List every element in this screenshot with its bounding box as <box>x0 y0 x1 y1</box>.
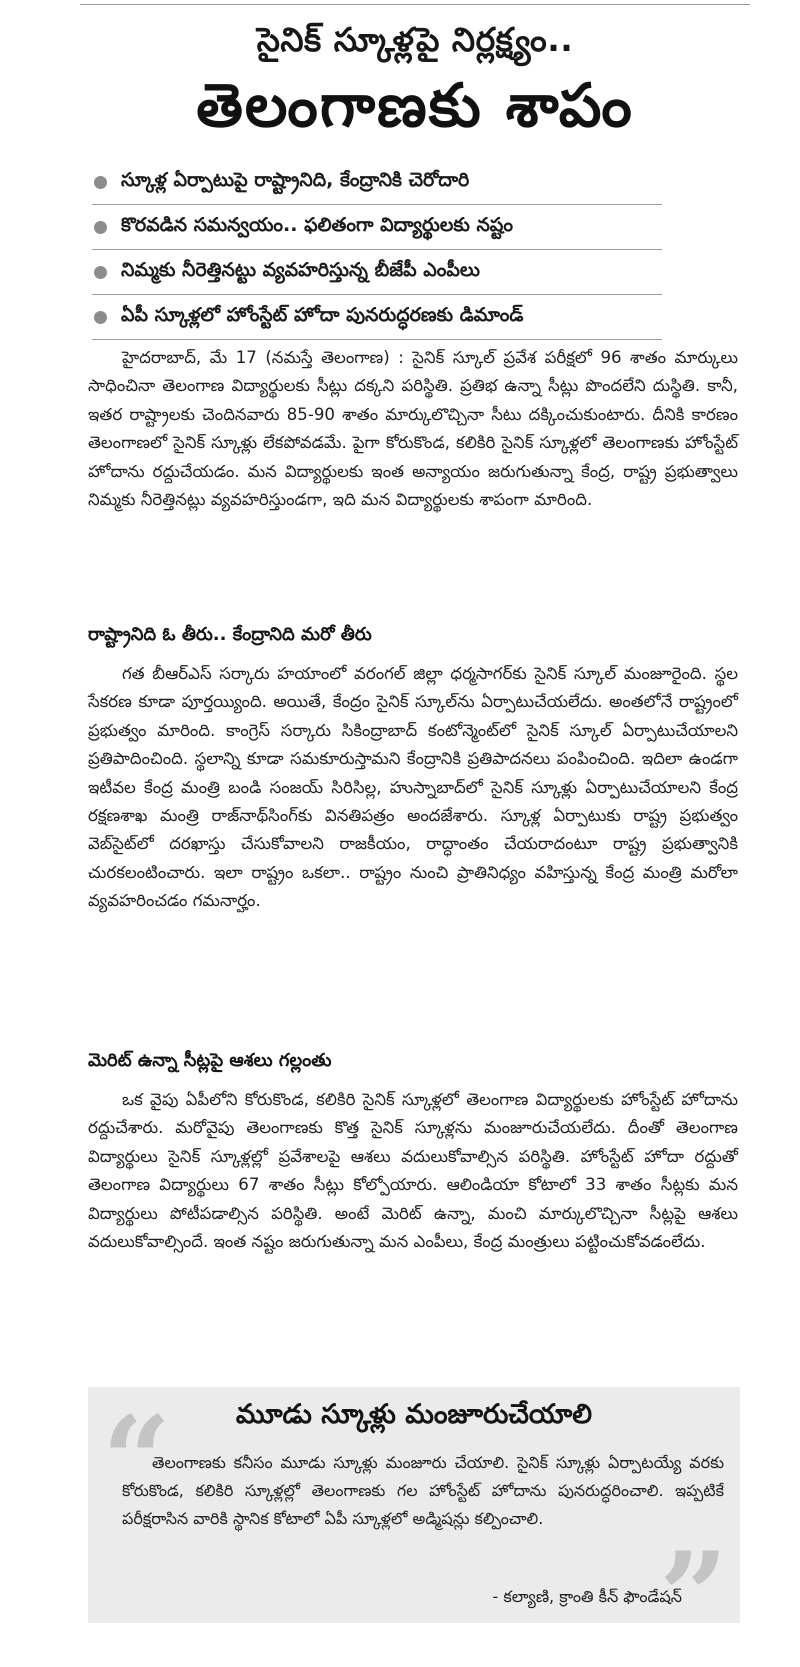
section-1-block <box>88 660 738 916</box>
section-1-paragraph: గత బీఆర్ఎస్ సర్కారు హయాంలో వరంగల్ జిల్లా ధర్మసాగర్‌కు సైనిక్ స్కూల్ మంజూరైంది. స్థల సేకరణ కూడా పూర్తయ్యింది. అయితే, కేంద్రం సైనిక్ స్కూల్‌ను ఏర్పాటుచేయలేదు. అంతలోనే రాష్ట్రంలో ప్రభుత్వం మారింది. కాంగ్రెస్ సర్కారు సికింద్రాబాద్ కంటోన్మెంట్‌లో సైనిక్ స్కూల్ ఏర్పాటుచేయాలని ప్రతిపాదించింది. స్థలాన్ని కూడా సమకూరుస్తామని కేంద్రానికి ప్రతిపాదనలు పంపించింది. ఇదిలా ఉండగా ఇటీవల కేంద్ర మంత్రి బండి సంజయ్ సిరిసిల్ల, హుస్నాబాద్‌లో సైనిక్ స్కూళ్లు ఏర్పాటుచేయాలని కేంద్ర రక్షణశాఖ మంత్రి రాజ్‌నాథ్‌సింగ్‌కు వినతిపత్రం అందజేశారు. స్కూళ్ల ఏర్పాటుకు రాష్ట్ర ప్రభుత్వం వెబ్‌సైట్‌లో దరఖాస్తు చేసుకోవాలని రాజకీయం, రాద్ధాంతం చేయరాదంటూ రాష్ట్ర ప్రభుత్వానికి చురకలంటించారు. ఇలా రాష్ట్రం ఒకలా.. రాష్ట్రం నుంచి ప్రాతినిధ్యం వహిస్తున్న కేంద్ర మంత్రి మరోలా వ్యవహరించడం గమనార్హం. <box>88 664 738 911</box>
top-rule <box>80 4 750 5</box>
bullet-text: నిమ్మకు నీరెత్తినట్టు వ్యవహరిస్తున్న బీజేపీ ఎంపీలు <box>121 258 480 281</box>
quote-body-block <box>122 1449 724 1533</box>
quote-body: తెలంగాణకు కనీసం మూడు స్కూళ్లు మంజూరు చేయాలి. సైనిక్ స్కూళ్లు ఏర్పాటయ్యే వరకు కోరుకొండ, కలికిరి స్కూళ్లల్లో తెలంగాణకు గల హోంస్టేట్ హోదాను పునరుద్ధరించాలి. ఇప్పటికే పరీక్షరాసిన వారికి స్థానిక కోటాలో ఏపీ స్కూళ్లలో అడ్మిషన్లు కల్పించాలి. <box>122 1453 724 1528</box>
quote-box <box>88 1387 740 1667</box>
quote-credit: - కల్యాణి, క్రాంతి కీన్ ఫౌండేషన్ <box>492 1587 682 1606</box>
bullet-item <box>92 160 662 205</box>
bullet-text: ఏపీ స్కూళ్లలో హోంస్టేట్ హోదా పునరుద్ధరణకు డిమాండ్ <box>121 303 524 326</box>
section-2-block <box>88 1086 738 1256</box>
kicker-headline: సైనిక్ స్కూళ్లపై నిర్లక్ష్యం.. <box>256 20 574 59</box>
close-quote-icon: ” <box>658 1526 728 1667</box>
bullet-item <box>92 250 662 295</box>
bullet-dot-icon <box>94 266 107 279</box>
bullet-dot-icon <box>94 221 107 234</box>
bullet-item <box>92 295 662 340</box>
section-heading-2: మెరిట్ ఉన్నా సీట్లపై ఆశలు గల్లంతు <box>88 1050 332 1071</box>
bullet-dot-icon <box>94 176 107 189</box>
bullet-dot-icon <box>94 311 107 324</box>
highlight-bullets <box>92 160 662 340</box>
intro-paragraph-block <box>88 344 738 514</box>
main-headline: తెలంగాణకు శాపం <box>196 71 634 141</box>
bullet-text: కొరవడిన సమన్వయం.. ఫలితంగా విద్యార్థులకు నష్టం <box>121 213 513 236</box>
open-quote-icon: “ <box>102 1390 172 1531</box>
bullet-text: స్కూళ్ల ఏర్పాటుపై రాష్ట్రానిది, కేంద్రానికి చెరోదారి <box>121 168 470 191</box>
quote-title: మూడు స్కూళ్లు మంజూరుచేయాలి <box>235 1399 593 1430</box>
intro-paragraph: హైదరాబాద్, మే 17 (నమస్తే తెలంగాణ) : సైనిక్ స్కూల్ ప్రవేశ పరీక్షలో 96 శాతం మార్కులు సాధించినా తెలంగాణ విద్యార్థులకు సీట్లు దక్కని పరిస్థితి. ప్రతిభ ఉన్నా సీట్లు పొందలేని దుస్థితి. కానీ, ఇతర రాష్ట్రాలకు చెందినవారు 85-90 శాతం మార్కులొచ్చినా సీటు దక్కించుకుంటారు. దీనికి కారణం తెలంగాణలో సైనిక్ స్కూళ్లు లేకపోవడమే. పైగా కోరుకొండ, కలికిరి సైనిక్ స్కూళ్లలో తెలంగాణకు హోంస్టేట్ హోదాను రద్దుచేయడం. మన విద్యార్థులకు ఇంత అన్యాయం జరుగుతున్నా కేంద్ర, రాష్ట్ర ప్రభుత్వాలు నిమ్మకు నీరెత్తినట్లు వ్యవహరిస్తుండగా, ఇది మన విద్యార్థులకు శాపంగా మారింది. <box>88 348 738 510</box>
section-2-paragraph: ఒక వైపు ఏపీలోని కోరుకొండ, కలికిరి సైనిక్ స్కూళ్లలో తెలంగాణ విద్యార్థులకు హోంస్టేట్ హోదాను రద్దుచేశారు. మరోవైపు తెలంగాణకు కొత్త సైనిక్ స్కూళ్లను మంజూరుచేయలేదు. దీంతో తెలంగాణ విద్యార్థులు సైనిక్ స్కూళ్లల్లో ప్రవేశాలపై ఆశలు వదులుకోవాల్సిన పరిస్థితి. హోంస్టేట్ హోదా రద్దుతో తెలంగాణ విద్యార్థులు 67 శాతం సీట్లు కోల్పోయారు. ఆలిండియా కోటాలో 33 శాతం సీట్లకు మన విద్యార్థులు పోటీపడాల్సిన పరిస్థితి. అంటే మెరిట్ ఉన్నా, మంచి మార్కులొచ్చినా సీట్లపై ఆశలు వదులుకోవాల్సిందే. ఇంత నష్టం జరుగుతున్నా మన ఎంపీలు, కేంద్ర మంత్రులు పట్టించుకోవడంలేదు. <box>88 1090 738 1252</box>
bullet-item <box>92 205 662 250</box>
section-heading-1: రాష్ట్రానిది ఓ తీరు.. కేంద్రానిది మరో తీరు <box>88 624 372 645</box>
